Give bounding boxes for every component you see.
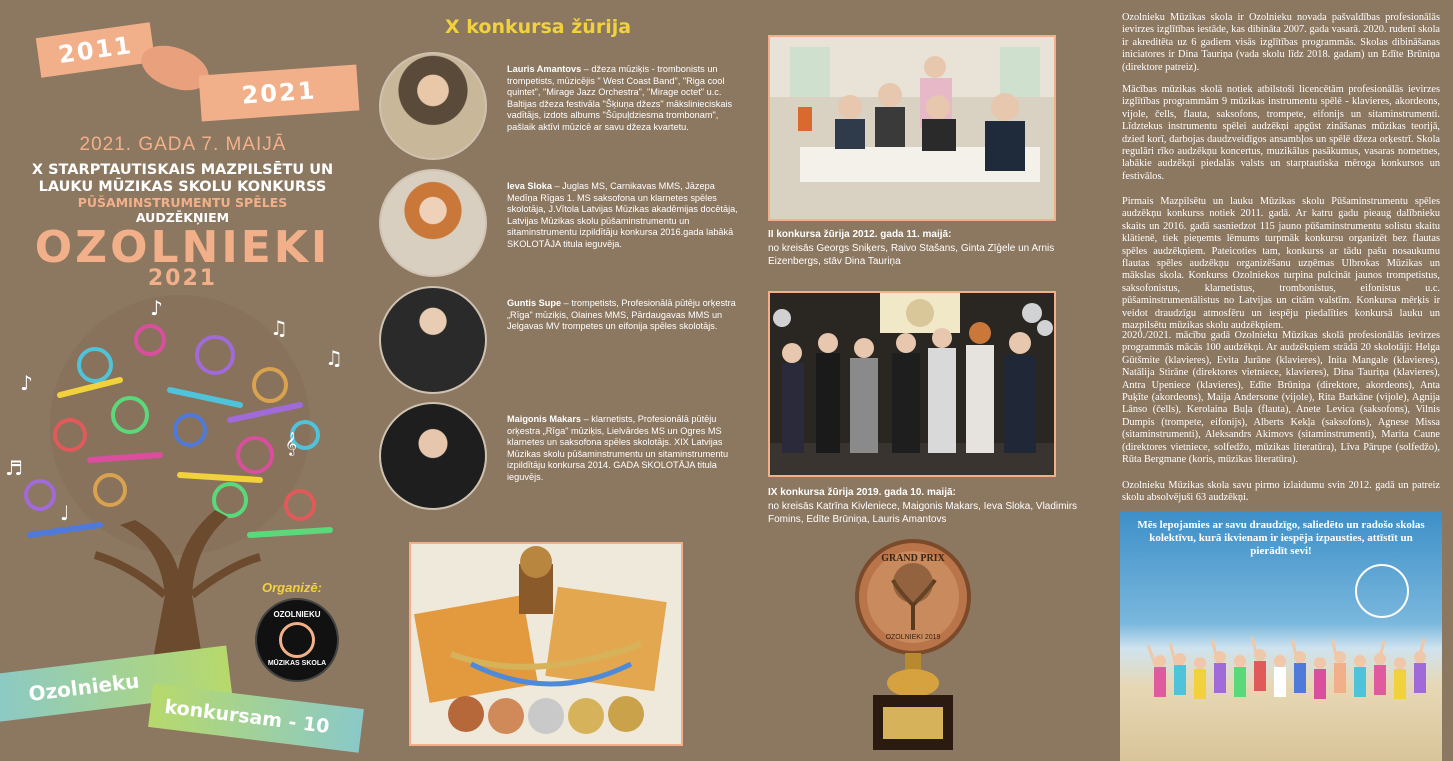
about-paragraph-1: Ozolnieku Mūzikas skola ir Ozolnieku novada pašvaldības profesionālās ievirzes izglītības iestāde, kas dibināta 2007. gada vasarā. 2020. rudenī skola ir akreditēta uz 6 gadiem visās izglītības programmās. Skolas dibināšanas iniciatores ir Dina Tauriņa (vada skolu līdz 2018. gadam) un Edīte Brūniņa (direktore patreiz). [1122,12,1440,73]
trophy-subtitle: OZOLNIEKI 2019 [885,634,941,641]
beach-photo-text: Mēs lepojamies ar savu draudzīgo, saliedēto un radošo skolas kolektīvu, kurā ikvienam ir iespēja izpausties, attīstīt un pierādīt sevi! [1137,519,1425,557]
jury-member [379,286,749,396]
logo-bottom-text: MŪZIKAS SKOLA [267,660,327,667]
svg-text:♪: ♪ [150,296,163,320]
beach-scene [1120,511,1442,761]
about-paragraph-5: Ozolnieku Mūzikas skola savu pirmo izlaidumu svin 2012. gadā un patreiz skolu absolvējuši 63 audzēkņi. [1122,480,1440,504]
photos-panel [758,0,1110,761]
jury-name: Guntis Supe [507,298,562,308]
title-line-2: LAUKU MŪZIKAS SKOLU KONKURSS [38,179,327,195]
jury-heading: X konkursa žūrija [445,16,632,38]
portrait-photo [379,402,487,510]
year-start-ribbon: 2011 [36,22,155,78]
logo-top-text: OZOLNIEKU [273,610,321,619]
svg-text:♫: ♫ [325,346,343,370]
year-end-ribbon: 2021 [199,65,360,122]
caption-title: II konkursa žūrija 2012. gada 11. maijā: [768,229,952,240]
jury-2012-photo [768,35,1056,221]
svg-text:𝄞: 𝄞 [285,431,297,455]
students-beach-photo [1120,511,1442,761]
jury-2019-photo [768,291,1056,477]
children-group [1148,637,1426,699]
about-paragraph-4: 2020./2021. mācību gadā Ozolnieku Mūzikas skolā profesionālās ievirzes programmās mācās 100 audzēkņi. Ar audzēkņiem strādā 20 skolotāji: Helga Gūtšmite (klavieres), Evita Jurāne (klavieres), Inita Mangale (klavieres), Natālija Stirāne (direktores vietniece, klavieres), Dina Tauriņa (klavieres), Antra Upeniece (klavieres), Edīte Brūniņa (direktore, akordeons), Anta Puķīte (akordeons), Maija Andersone (vijole), Rita Barkāne (vijole), Agnija Lānso (čells), Kerolaina Buļa (flauta), Anete Levica (saksofons), Vilnis Dumpis (trompete, eifonijs), Alberts Kekļa (saksofons), Agnese Missa (sitaminstrumenti), Aleksandrs Akimovs (sitaminstrumenti), Marita Caune (direktores vietniece, solfedžo, mūzikas literatūra), Līva Pārupe (solfedžo), Rūta Bergmane (koris, mūzikas literatūra). [1122,330,1440,466]
svg-text:♪: ♪ [20,371,33,395]
jury-description: – Juglas MS, Carnikavas MMS, Jāzepa Medīņa Rīgas 1. MS saksofona un klarnetes spēles skolotāja, J.Vītola Latvijas Mūzikas akadēmijas docētāja, Latvijas Mūzikas skolu pūšaminstrumentu un sitaminstrumentu izpildītāju konkursa 2016.gada labākā SKOLOTĀJA titula ieguvēja. [507,181,738,249]
jury-name: Maigonis Makars [507,414,582,424]
grand-prix-trophy [843,535,983,755]
city-year: 2021 [147,266,218,291]
jury-description: – džeza mūziķis - trombonists un trompetists, mūzicējis " West Coast Band", "Riga cool quintet", "Mirage Jazz Orchestra", "Mirage octet" u.c. Baltijas džeza festivāla "Šķiuņa džezs" mākslinieciskais vadītājs, izdots albums "Šūpuļdziesma trombonam", pašlaik aktīvi mūzicē ar savu džeza kvartetu. [507,64,733,132]
jury-member [379,169,749,279]
jury-bio [507,64,743,133]
school-logo [255,598,339,682]
svg-text:♩: ♩ [60,501,70,525]
city-title: OZOLNIEKI [34,222,331,273]
banner-ozolnieku: Ozolnieku [0,646,232,723]
tree-canopy [5,295,343,555]
svg-text:♬: ♬ [5,456,23,480]
jury-description: – klarnetists, Profesionālā pūtēju orķestra „Rīga" mūziķis, Lielvārdes MS un Ogres MS klarnetes un saksofona spēles skolotājs. XIX Latvijas Mūzikas skolu pūšaminstrumentu un sitaminstrumentu izpildītāju konkursa 2014. GADA SKOLOTĀJA titula ieguvējs. [507,414,729,482]
organizer-label: Organizē: [262,580,322,595]
portrait-photo [379,52,487,160]
jury-bio [507,181,743,250]
trophy-title: GRAND PRIX [881,553,945,564]
jury-name: Ieva Sloka [507,181,552,191]
title-line-4: AUDZĒKŅIEM [135,210,230,225]
about-panel [1110,0,1453,761]
caption-2019 [768,486,1098,527]
jury-member [379,52,749,162]
caption-text: no kreisās Georgs Sniķers, Raivo Stašans, Ginta Zīģele un Arnis Eizenbergs, stāv Dina Tauriņa [768,242,1055,267]
jury-panel [365,0,758,761]
event-date: 2021. GADA 7. MAIJĀ [79,134,287,155]
cover-panel [0,0,365,761]
caption-text: no kreisās Katrīna Kivleniece, Maigonis Makars, Ieva Sloka, Vladimirs Fomins, Edīte Brūniņa, Lauris Amantovs [768,500,1078,525]
medals-photo [409,542,683,746]
jury-name: Lauris Amantovs [507,64,582,74]
about-paragraph-2: Mācības mūzikas skolā notiek atbilstoši licencētām profesionālās ievirzes izglītības programmām 9 mūzikas instrumentu spēlē - klavieres, akordeons, vijole, čells, flauta, saksofons, trompete, eifonijs un sitaminstrumenti. Līdztekus instrumentu spēlei audzēkņi apgūst zināšanas mūzikas teorijā, dzied korī, darbojas daudzveidīgos ansambļos un spēlē džeza orķestrī. Skola regulāri rīko audzēkņu koncertus, muzikālus pasākumus, vasaras nometnes, labākie audzēkņi piedalās valsts un starptautiska mēroga konkursos un festivālos. [1122,84,1440,182]
caption-title: IX konkursa žūrija 2019. gada 10. maijā: [768,487,956,498]
jury-member [379,402,749,512]
svg-text:♫: ♫ [270,316,288,340]
title-line-3: PŪŠAMINSTRUMENTU SPĒLES [77,195,288,210]
title-line-1: X STARPTAUTISKAIS MAZPILSĒTU UN [31,162,334,178]
portrait-photo [379,169,487,277]
jury-bio [507,414,743,483]
about-paragraph-3: Pirmais Mazpilsētu un lauku Mūzikas skolu Pūšaminstrumentu spēles audzēkņu konkurss notiek 2011. gadā. Ar katru gadu pieaug dalībnieku skaits un 2016. gadā sasniedzot 115 jauno pūšaminstrumentu solistu skaitu klātienē, tiek pieņemts lēmums turpmāk konkursu organizēt bez flautas spēles audzēkņiem. Pateicoties tam, konkurss ar tādu pašu nosaukumu flautas spēles audzēkņu organizēšanu uzņēmas Ulbrokas Mūzikas un mākslas skola. Konkurss Ozolniekos turpina pulcināt jaunos trompetistus, saksofonistus, klarnetistus, trombonistus, eifonistus u.c. pūšaminstrumentālistus no Latvijas un citām valstīm. Konkursa mērķis ir veidot draudzīgu atmosfēru un iespēju piedalīties konkursā lauku un mazpilsētu mūzikas skolu audzēkņiem. [1122,196,1440,332]
portrait-photo [379,286,487,394]
banner-konkursam: konkursam - 10 [148,683,364,753]
logo-mark-icon [279,622,315,658]
jury-description: – trompetists, Profesionālā pūtēju orķestra „Rīga" mūziķis, Olaines MMS, Pārdaugavas MMS un Jelgavas MV trompetes un eifonija spēles skolotājs. [507,298,736,331]
jury-bio [507,298,743,333]
event-title [10,162,355,196]
caption-2012 [768,228,1098,269]
